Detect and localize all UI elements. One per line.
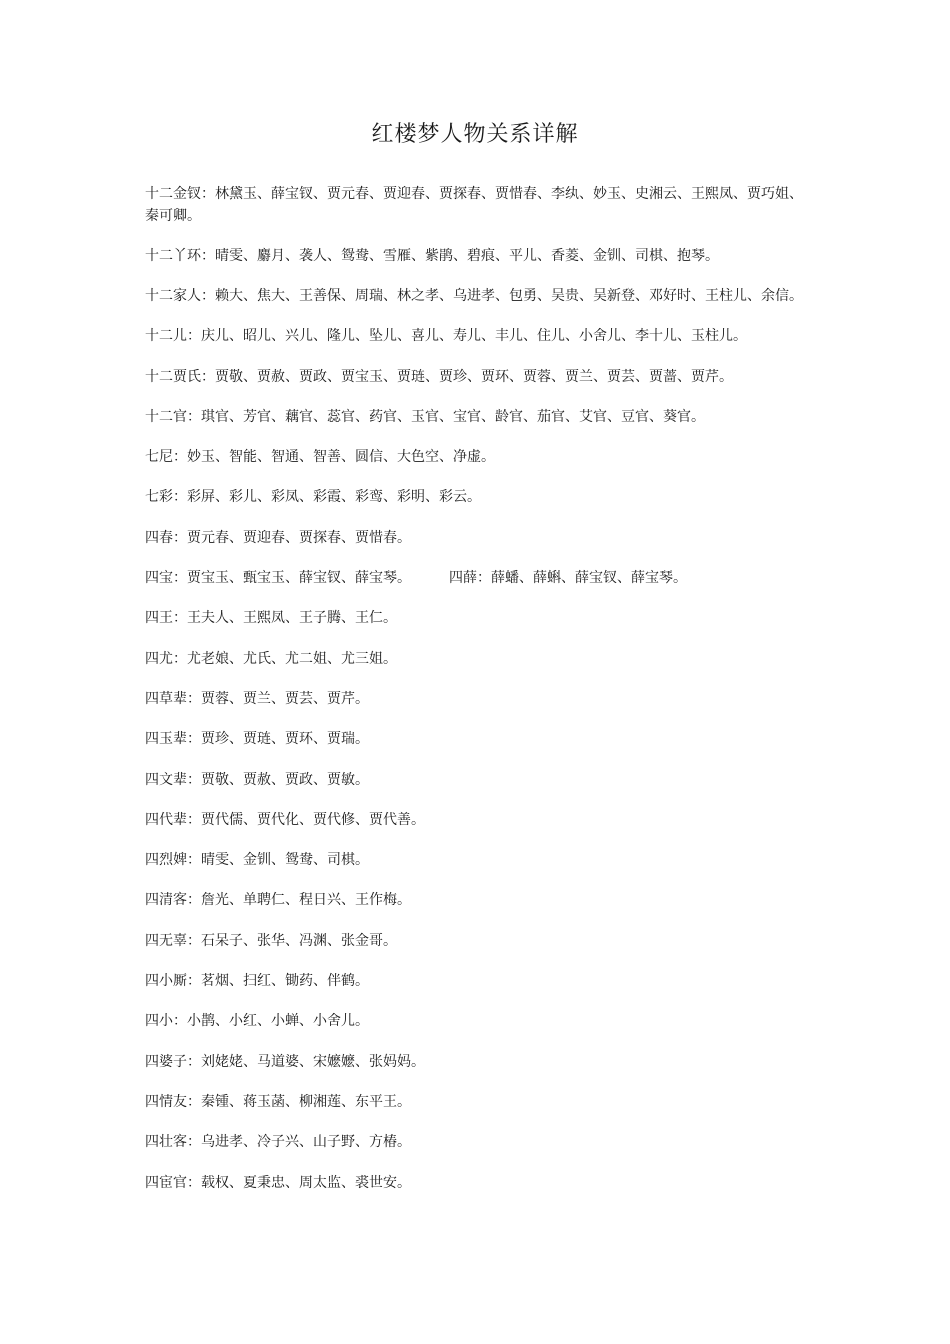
paragraph-four-bao-xue — [145, 567, 815, 589]
paragraph-four-chun: 四春：贾元春、贾迎春、贾探春、贾惜春。 — [145, 529, 411, 546]
paragraph-four-yu-generation: 四玉辈：贾珍、贾琏、贾环、贾瑞。 — [145, 731, 369, 748]
paragraph-twelve-hairpins: 十二金钗：林黛玉、薛宝钗、贾元春、贾迎春、贾探春、贾惜春、李纨、妙玉、史湘云、王熙凤、贾巧姐、秦可卿。 — [145, 186, 803, 224]
page-title: 红楼梦人物关系详解 — [371, 122, 579, 147]
paragraph-four-xiao: 四小：小鹊、小红、小蝉、小舍儿。 — [145, 1013, 369, 1030]
four-bao-text: 四宝：贾宝玉、甄宝玉、薛宝钗、薛宝琴。 — [145, 570, 411, 587]
paragraph-four-you: 四尤：尤老娘、尤氏、尤二姐、尤三姐。 — [145, 650, 397, 667]
paragraph-four-cao-generation: 四草辈：贾蓉、贾兰、贾芸、贾芹。 — [145, 690, 369, 707]
paragraph-four-close-friends: 四情友：秦锺、蒋玉菡、柳湘莲、东平王。 — [145, 1093, 411, 1110]
paragraph-seven-cai: 七彩：彩屏、彩儿、彩凤、彩霞、彩鸾、彩明、彩云。 — [145, 489, 481, 506]
paragraph-four-retainers: 四清客：詹光、单聘仁、程日兴、王作梅。 — [145, 892, 411, 909]
paragraph-four-old-women: 四婆子：刘姥姥、马道婆、宋嬷嬷、张妈妈。 — [145, 1053, 425, 1070]
paragraph-twelve-guan: 十二官：琪官、芳官、藕官、蕊官、药官、玉官、宝官、龄官、茄官、艾官、豆官、葵官。 — [145, 408, 705, 425]
paragraph-twelve-jia: 十二贾氏：贾敬、贾赦、贾政、贾宝玉、贾琏、贾珍、贾环、贾蓉、贾兰、贾芸、贾蔷、贾芹。 — [145, 368, 733, 385]
paragraph-four-strong-guests: 四壮客：乌进孝、冷子兴、山子野、方椿。 — [145, 1134, 411, 1151]
paragraph-twelve-maids: 十二丫环：晴雯、麝月、袭人、鸳鸯、雪雁、紫鹃、碧痕、平儿、香菱、金钏、司棋、抱琴。 — [145, 248, 719, 264]
document-body — [145, 183, 815, 1212]
paragraph-four-pageboys: 四小厮：茗烟、扫红、锄药、伴鹤。 — [145, 973, 369, 990]
paragraph-four-wen-generation: 四文辈：贾敬、贾赦、贾政、贾敏。 — [145, 771, 369, 788]
paragraph-four-loyal-maids: 四烈婢：晴雯、金钏、鸳鸯、司棋。 — [145, 852, 369, 869]
paragraph-seven-nuns: 七尼：妙玉、智能、智通、智善、圆信、大色空、净虚。 — [145, 449, 495, 466]
paragraph-twelve-er: 十二儿：庆儿、昭儿、兴儿、隆儿、坠儿、喜儿、寿儿、丰儿、住儿、小舍儿、李十儿、玉柱儿。 — [145, 328, 747, 345]
paragraph-four-wang: 四王：王夫人、王熙凤、王子腾、王仁。 — [145, 610, 397, 627]
paragraph-four-dai-generation: 四代辈：贾代儒、贾代化、贾代修、贾代善。 — [145, 811, 425, 828]
paragraph-twelve-servants: 十二家人：赖大、焦大、王善保、周瑞、林之孝、乌进孝、包勇、吴贵、吴新登、邓好时、王柱儿、余信。 — [145, 288, 803, 305]
four-xue-text: 四薛：薛蟠、薛蝌、薛宝钗、薛宝琴。 — [449, 570, 687, 587]
paragraph-four-innocents: 四无辜：石呆子、张华、冯渊、张金哥。 — [145, 932, 397, 949]
paragraph-four-eunuchs: 四宦官：载权、夏秉忠、周太监、裘世安。 — [145, 1174, 411, 1191]
